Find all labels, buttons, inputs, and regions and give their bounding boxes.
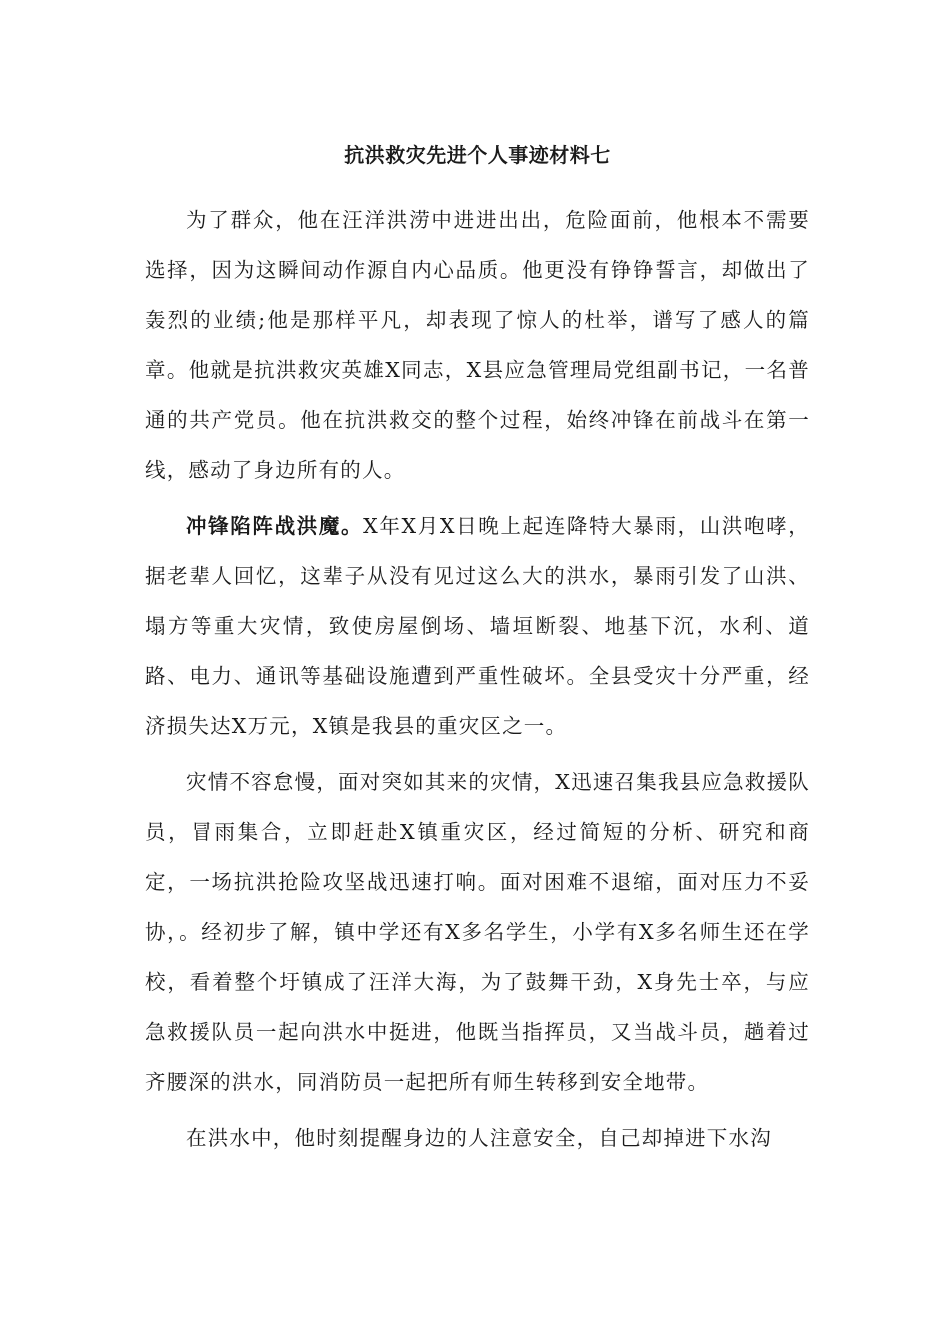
paragraph-4 bbox=[145, 1113, 810, 1163]
document-title: 抗洪救灾先进个人事迹材料七 bbox=[344, 143, 611, 167]
paragraph-1 bbox=[145, 195, 810, 495]
paragraph-text: 在洪水中，他时刻提醒身边的人注意安全，自己却掉进下水沟 bbox=[186, 1126, 772, 1150]
paragraph-3 bbox=[145, 757, 810, 1107]
paragraph-text: 灾情不容怠慢，面对突如其来的灾情，X迅速召集我县应急救援队员，冒雨集合，立即赶赴X镇重灾区，经过简短的分析、研究和商定，一场抗洪抢险攻坚战迅速打响。面对困难不退缩，面对压力不妥协，。经初步了解，镇中学还有X多名学生，小学有X多名师生还在学校，看着整个圩镇成了汪洋大海，为了鼓舞干劲，X身先士卒，与应急救援队员一起向洪水中挺进，他既当指挥员，又当战斗员，趟着过齐腰深的洪水，同消防员一起把所有师生转移到安全地带。 bbox=[145, 770, 810, 1094]
paragraph-lead: 冲锋陷阵战洪魔。 bbox=[186, 514, 364, 538]
paragraph-text: 为了群众，他在汪洋洪涝中进进出出，危险面前，他根本不需要选择，因为这瞬间动作源自内心品质。他更没有铮铮誓言，却做出了轰烈的业绩;他是那样平凡，却表现了惊人的杜举，谱写了感人的篇章。他就是抗洪救灾英雄X同志，X县应急管理局党组副书记，一名普通的共产党员。他在抗洪救交的整个过程，始终冲锋在前战斗在第一线，感动了身边所有的人。 bbox=[145, 208, 810, 482]
paragraph-2 bbox=[145, 501, 810, 751]
paragraph-text: X年X月X日晚上起连降特大暴雨，山洪咆哮，据老辈人回忆，这辈子从没有见过这么大的洪水，暴雨引发了山洪、塌方等重大灾情，致使房屋倒场、墙垣断裂、地基下沉，水利、道路、电力、通讯等基础设施遭到严重性破坏。全县受灾十分严重，经济损失达X万元，X镇是我县的重灾区之一。 bbox=[145, 514, 810, 738]
